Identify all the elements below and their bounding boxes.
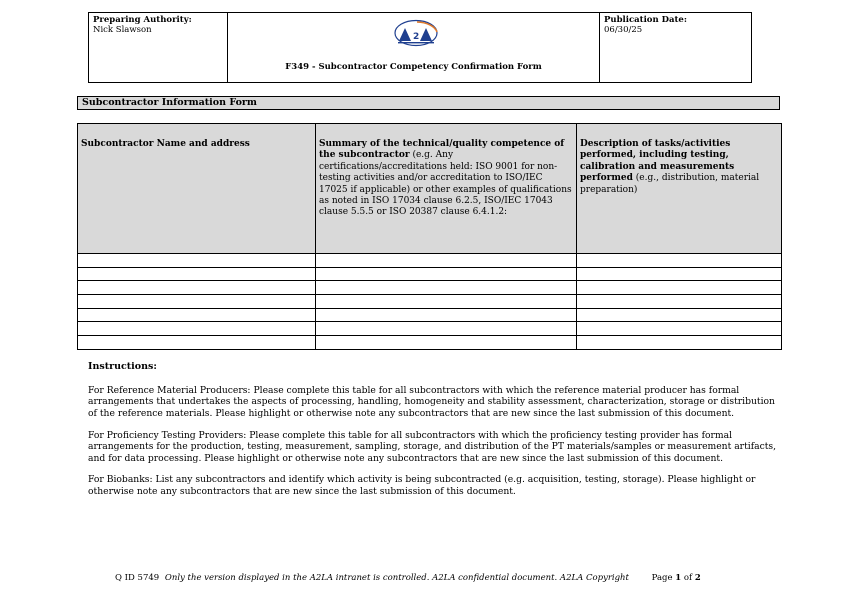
cell-tasks[interactable] — [577, 281, 782, 295]
cell-competence[interactable] — [316, 322, 577, 336]
cell-tasks[interactable] — [577, 267, 782, 281]
publication-date-value: 06/30/25 — [604, 25, 643, 35]
form-title: F349 - Subcontractor Competency Confirmation Form — [285, 62, 542, 72]
instructions-block — [88, 361, 778, 508]
preparing-authority-label: Preparing Authority: — [93, 15, 192, 25]
cell-name-address[interactable] — [78, 295, 316, 309]
publication-date-label: Publication Date: — [604, 15, 687, 25]
table-row — [78, 308, 782, 322]
cell-name-address[interactable] — [78, 322, 316, 336]
instructions-reference-materials: For Reference Material Producers: Please complete this table for all subcontractors with which the reference material producer has formal arrangements that undertakes the aspects of processing, handling, homogeneity and stability assessment, characterization, storage or distribution of the reference materials. Please highlight or otherwise note any subcontractors that are new since the last submission of this document. — [88, 385, 775, 419]
cell-tasks[interactable] — [577, 336, 782, 350]
instructions-biobanks: For Biobanks: List any subcontractors and identify which activity is being subcontracted (e.g. acquisition, testing, storage). Please highlight or otherwise note any subcontractors that are new since the last submission of this document. — [88, 474, 756, 497]
column-header-competence: Summary of the technical/quality competence of the subcontractor (e.g. Any certifications/accreditations held: ISO 9001 for non-testing activities and/or accreditation to ISO/IEC 17025 if applicable) or other examples of qualifications as noted in ISO 17034 clause 6.2.5, ISO/IEC 17043 clause 5.5.5 or ISO 20387 clause 6.4.1.2: — [316, 124, 577, 254]
cell-name-address[interactable] — [78, 308, 316, 322]
page-number: Page 1 of 2 — [651, 573, 701, 583]
section-title: Subcontractor Information Form — [77, 96, 780, 110]
page-footer — [115, 573, 701, 583]
cell-competence[interactable] — [316, 254, 577, 268]
title-cell — [228, 13, 600, 82]
cell-name-address[interactable] — [78, 254, 316, 268]
footer-qid: Q ID 5749 — [115, 573, 160, 583]
cell-name-address[interactable] — [78, 336, 316, 350]
table-row — [78, 295, 782, 309]
preparing-authority-cell — [89, 13, 228, 82]
subcontractor-table — [77, 123, 782, 350]
table-row — [78, 254, 782, 268]
cell-tasks[interactable] — [577, 308, 782, 322]
svg-text:2: 2 — [413, 32, 420, 42]
table-row — [78, 322, 782, 336]
cell-tasks[interactable] — [577, 322, 782, 336]
footer-control-note: Only the version displayed in the A2LA intranet is controlled. A2LA confidential document. A2LA Copyright — [164, 573, 629, 583]
a2la-logo-icon — [393, 19, 439, 47]
cell-name-address[interactable] — [78, 267, 316, 281]
table-header-row — [78, 124, 782, 254]
cell-competence[interactable] — [316, 308, 577, 322]
preparing-authority-value: Nick Slawson — [93, 25, 152, 35]
instructions-title: Instructions: — [88, 361, 157, 372]
instructions-proficiency-testing: For Proficiency Testing Providers: Please complete this table for all subcontractors with which the proficiency testing provider has formal arrangements for the production, testing, measurement, sampling, storage, and distribution of the PT materials/samples or measurement artifacts, and for data processing. Please highlight or otherwise note any subcontractors that are new since the last submission of this document. — [88, 429, 777, 464]
cell-competence[interactable] — [316, 281, 577, 295]
table-row — [78, 281, 782, 295]
table-row — [78, 336, 782, 350]
cell-competence[interactable] — [316, 267, 577, 281]
cell-tasks[interactable] — [577, 254, 782, 268]
cell-tasks[interactable] — [577, 295, 782, 309]
cell-name-address[interactable] — [78, 281, 316, 295]
column-header-tasks: Description of tasks/activities performed, including testing, calibration and measurements performed (e.g., distribution, material preparation) — [577, 124, 782, 254]
publication-date-cell — [600, 13, 751, 82]
cell-competence[interactable] — [316, 336, 577, 350]
column-header-name-address: Subcontractor Name and address — [78, 124, 316, 254]
cell-competence[interactable] — [316, 295, 577, 309]
table-row — [78, 267, 782, 281]
document-header — [88, 12, 752, 83]
